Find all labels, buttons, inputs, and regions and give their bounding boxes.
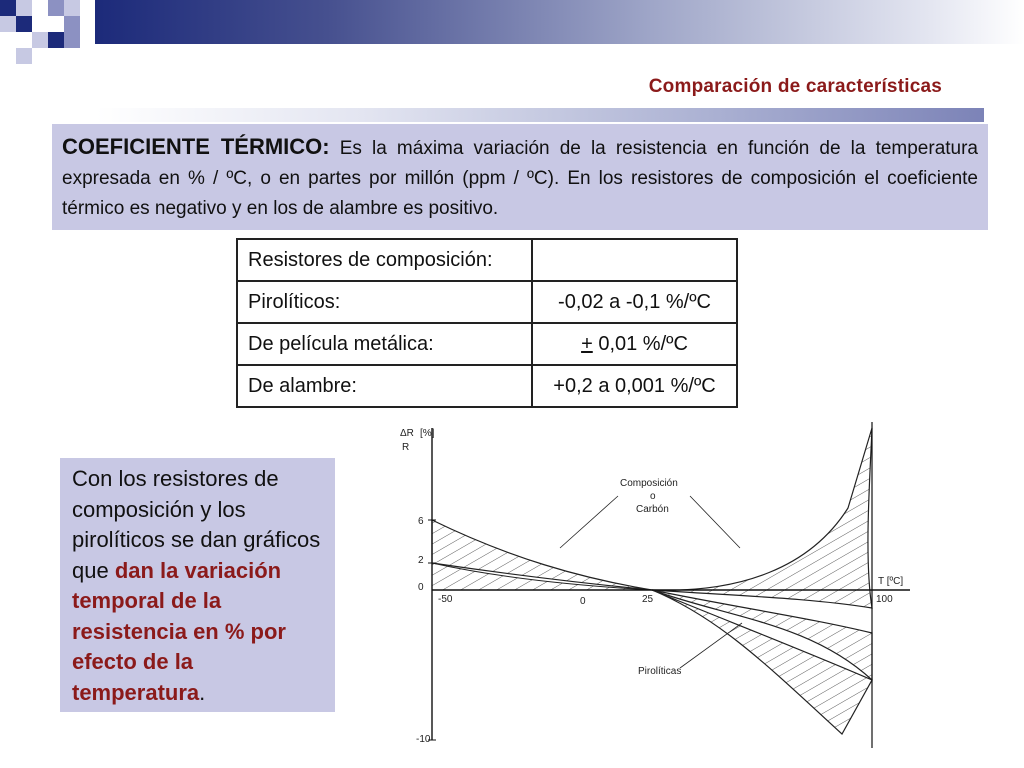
note-end: . bbox=[199, 679, 206, 705]
table-cell-value: -0,02 a -0,1 %/ºC bbox=[532, 281, 737, 323]
note-highlight: dan la variación temporal de la resistencia en % por efecto de la temperatura bbox=[72, 557, 286, 705]
deco-square bbox=[64, 0, 80, 16]
deco-square bbox=[0, 0, 16, 16]
header-banner bbox=[95, 0, 1024, 44]
coefficient-table bbox=[236, 238, 738, 408]
deco-square bbox=[48, 32, 64, 48]
y-label-top: ΔR bbox=[400, 428, 414, 439]
arrow-composition-right bbox=[690, 496, 740, 548]
definition-keyword: COEFICIENTE TÉRMICO: bbox=[62, 134, 330, 159]
deco-square bbox=[16, 0, 32, 16]
deco-square bbox=[48, 0, 64, 16]
definition-box bbox=[52, 124, 988, 230]
table-row bbox=[237, 365, 737, 407]
x-tick-label: 0 bbox=[580, 596, 586, 607]
title-underline bbox=[96, 108, 984, 122]
resistance-temperature-graph bbox=[380, 418, 940, 750]
arrow-piroliticas bbox=[680, 623, 742, 668]
composition-band-right bbox=[652, 428, 872, 608]
x-axis-label: T [ºC] bbox=[878, 576, 904, 587]
y-tick-label: 6 bbox=[418, 516, 424, 527]
arrow-composition-left bbox=[560, 496, 618, 548]
table-cell-value: +0,2 a 0,001 %/ºC bbox=[532, 365, 737, 407]
table-cell-label: De película metálica: bbox=[237, 323, 532, 365]
note-text: Con los resistores de composición y los pirolíticos se dan gráficos que bbox=[72, 466, 321, 583]
slide-subtitle: Comparación de características bbox=[648, 76, 942, 97]
y-tick-label: -10 bbox=[416, 734, 431, 745]
label-composicion: Composición bbox=[620, 478, 678, 489]
x-tick-label: 100 bbox=[876, 594, 893, 605]
y-tick-label: 0 bbox=[418, 582, 424, 593]
table-cell-value bbox=[532, 323, 737, 365]
deco-square bbox=[64, 16, 80, 32]
table-row bbox=[237, 281, 737, 323]
table-row bbox=[237, 239, 737, 281]
table-cell-label: Resistores de composición: bbox=[237, 239, 532, 281]
y-label-bottom: R bbox=[402, 442, 410, 453]
table-row bbox=[237, 323, 737, 365]
table-cell-label: Pirolíticos: bbox=[237, 281, 532, 323]
table-cell-value bbox=[532, 239, 737, 281]
deco-square bbox=[16, 48, 32, 64]
y-tick-label: 2 bbox=[418, 555, 424, 566]
definition-text: Es la máxima variación de la resistencia en función de la temperatura expresada en % / ºC, o en partes por millón (ppm / ºC). En los resistores de composición el coeficiente térmico es negativo y en los de alambre es positivo. bbox=[62, 138, 979, 219]
table-cell-value-text: 0,01 %/ºC bbox=[592, 332, 688, 355]
deco-square bbox=[32, 32, 48, 48]
label-composicion-o: o bbox=[650, 491, 656, 502]
deco-square bbox=[16, 16, 32, 32]
x-tick-label: 25 bbox=[642, 594, 654, 605]
table-cell-label: De alambre: bbox=[237, 365, 532, 407]
y-unit: [%] bbox=[420, 428, 435, 439]
label-piroliticas: Pirolíticas bbox=[638, 666, 682, 677]
deco-square bbox=[64, 32, 80, 48]
deco-square bbox=[0, 16, 16, 32]
plus-minus-sign: + bbox=[581, 332, 593, 355]
x-tick-label: -50 bbox=[438, 594, 453, 605]
label-carbon: Carbón bbox=[636, 504, 669, 515]
note-box bbox=[60, 458, 335, 712]
